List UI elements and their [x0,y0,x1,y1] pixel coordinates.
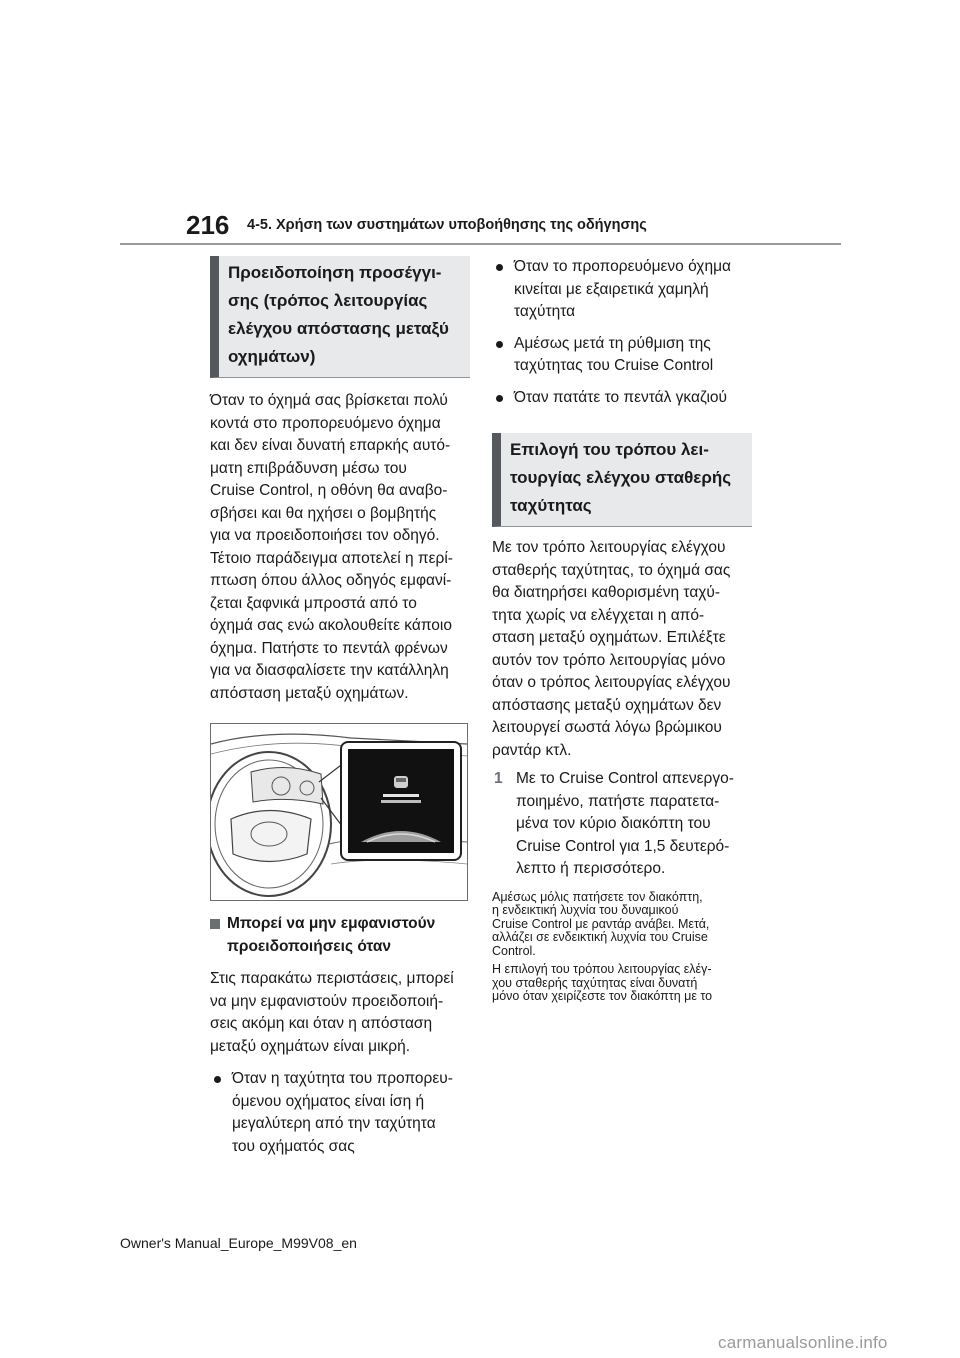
text-line: για να προειδοποιήσει τον οδηγό. [210,527,440,544]
text-line: Με το Cruise Control απενεργο- [516,770,734,787]
step-1 [492,768,752,881]
text-line: κοντά στο προπορευόμενο όχημα [210,414,441,432]
bullet-dot-icon [496,264,503,271]
text-line: προειδοποιήσεις όταν [227,937,392,955]
text-line: Όταν η ταχύτητα του προπορευ- [232,1070,453,1087]
footer-manual-id: Owner's Manual_Europe_M99V08_en [120,1235,357,1251]
text-line: μένα τον κύριο διακόπτη του [516,815,711,832]
heading-line: ταχύτητας [510,496,592,515]
text-line: απόσταση μεταξύ οχημάτων. [210,684,409,702]
section-heading-approach-warning [210,256,470,378]
text-line: σταση μεταξύ οχημάτων. Επιλέξτε [492,629,726,646]
subheading-warnings-may-not-appear [210,913,470,958]
list-item [210,1068,470,1158]
constant-speed-paragraph [492,537,752,762]
text-line: σβήσει και θα ηχήσει ο βομβητής [210,504,437,522]
step-number: 1 [494,770,503,787]
text-line: ζεται ξαφνικά μπροστά από το [210,594,417,612]
text-line: όχημά σας ενώ ακολουθείτε κάποιο [210,617,452,634]
text-line: λεπτο ή περισσότερο. [516,860,666,877]
bullet-dot-icon [214,1076,221,1083]
text-line: Μπορεί να μην εμφανιστούν [227,915,436,932]
text-line: μεταξύ οχημάτων είναι μικρή. [210,1037,411,1055]
text-line: ραντάρ κτλ. [492,741,572,759]
text-line: του οχήματός σας [232,1137,355,1155]
text-line: Όταν πατάτε το πεντάλ γκαζιού [514,388,728,406]
text-line: πτωση όπου άλλος οδηγός εμφανί- [210,572,452,589]
text-line: η ενδεικτική λυχνία του δυναμικού [492,903,679,917]
section-heading-constant-speed-mode [492,433,752,527]
section-header: 4-5. Χρήση των συστημάτων υποβοήθησης της οδήγησης [247,217,647,233]
text-line: Αμέσως μόλις πατήσετε τον διακόπτη, [492,889,703,904]
heading-line: Επιλογή του τρόπου λει- [510,440,709,459]
text-line: μεγαλύτερη από την ταχύτητα [232,1115,436,1132]
text-line: να μην εμφανιστούν προειδοποιή- [210,992,444,1010]
text-line: Στις παρακάτω περιστάσεις, μπορεί [210,970,454,987]
text-line: μόνο όταν χειρίζεστε τον διακόπτη με το [492,989,713,1003]
text-line: Cruise Control για 1,5 δευτερό- [516,837,730,855]
text-line: Όταν το όχημά σας βρίσκεται πολύ [210,392,448,409]
header-divider [120,243,841,245]
text-line: ταχύτητας του Cruise Control [514,357,714,374]
dashboard-warning-illustration [210,723,468,901]
page-number: 216 [186,210,230,240]
text-line: Cruise Control με ραντάρ ανάβει. Μετά, [492,916,710,931]
text-line: Με τον τρόπο λειτουργίας ελέγχου [492,539,726,556]
heading-line: σης (τρόπος λειτουργίας [228,291,428,310]
list-item [492,387,752,410]
text-line: και δεν είναι δυνατή επαρκής αυτό- [210,437,451,454]
dashboard-illustration-svg [211,724,467,900]
approach-warning-paragraph [210,390,470,705]
text-line: όταν ο τρόπος λειτουργίας ελέγχου [492,674,731,691]
heading-line: ελέγχου απόστασης μεταξύ [228,319,449,338]
text-line: ματη επιβράδυνση μέσω του [210,459,407,477]
square-bullet-icon [210,919,220,929]
text-line: τητα χωρίς να ελέγχεται η από- [492,606,705,624]
text-line: σταθερής ταχύτητας, το όχημά σας [492,561,731,579]
text-line: Control. [492,943,536,958]
heading-line: τουργίας ελέγχου σταθερής [510,468,732,487]
heading-line: οχημάτων) [228,347,316,366]
watermark: carmanualsonline.info [718,1333,888,1352]
text-line: ποιημένο, πατήστε παρατετα- [516,792,720,810]
note-switch-operation [492,963,752,1004]
bullet-dot-icon [496,341,503,348]
list-item [492,256,752,324]
bullet-dot-icon [496,395,503,402]
text-line: αλλάζει σε ενδεικτική λυχνία του Cruise [492,930,708,944]
right-bullet-list [492,256,752,409]
left-bullet-list [210,1068,470,1158]
text-line: χου σταθερής ταχύτητας είναι δυνατή [492,975,698,990]
list-item [492,333,752,378]
heading-line: Προειδοποίηση προσέγγι- [228,263,442,282]
text-line: Η επιλογή του τρόπου λειτουργίας ελέγ- [492,962,712,976]
note-indicator-light [492,891,752,959]
text-line: αυτόν τον τρόπο λειτουργίας μόνο [492,651,726,669]
text-line: κινείται με εξαιρετικά χαμηλή [514,280,709,298]
text-line: για να διασφαλίσετε την κατάλληλη [210,662,449,679]
text-line: Όταν το προπορευόμενο όχημα [514,258,731,275]
warnings-conditions-paragraph [210,968,470,1058]
left-column [210,256,470,1158]
text-line: όχημα. Πατήστε το πεντάλ φρένων [210,639,448,657]
text-line: Cruise Control, η οθόνη θα αναβο- [210,482,448,499]
text-line: όμενου οχήματος είναι ίση ή [232,1092,425,1110]
text-line: Αμέσως μετά τη ρύθμιση της [514,334,711,352]
right-column [492,256,752,1004]
text-line: ταχύτητα [514,303,576,320]
text-line: απόστασης μεταξύ οχημάτων δεν [492,696,722,714]
text-line: λειτουργεί σωστά λόγω βρώμικου [492,719,722,736]
text-line: θα διατηρήσει καθορισμένη ταχύ- [492,584,721,601]
text-line: Τέτοιο παράδειγμα αποτελεί η περί- [210,549,453,567]
text-line: σεις ακόμη και όταν η απόσταση [210,1015,433,1032]
